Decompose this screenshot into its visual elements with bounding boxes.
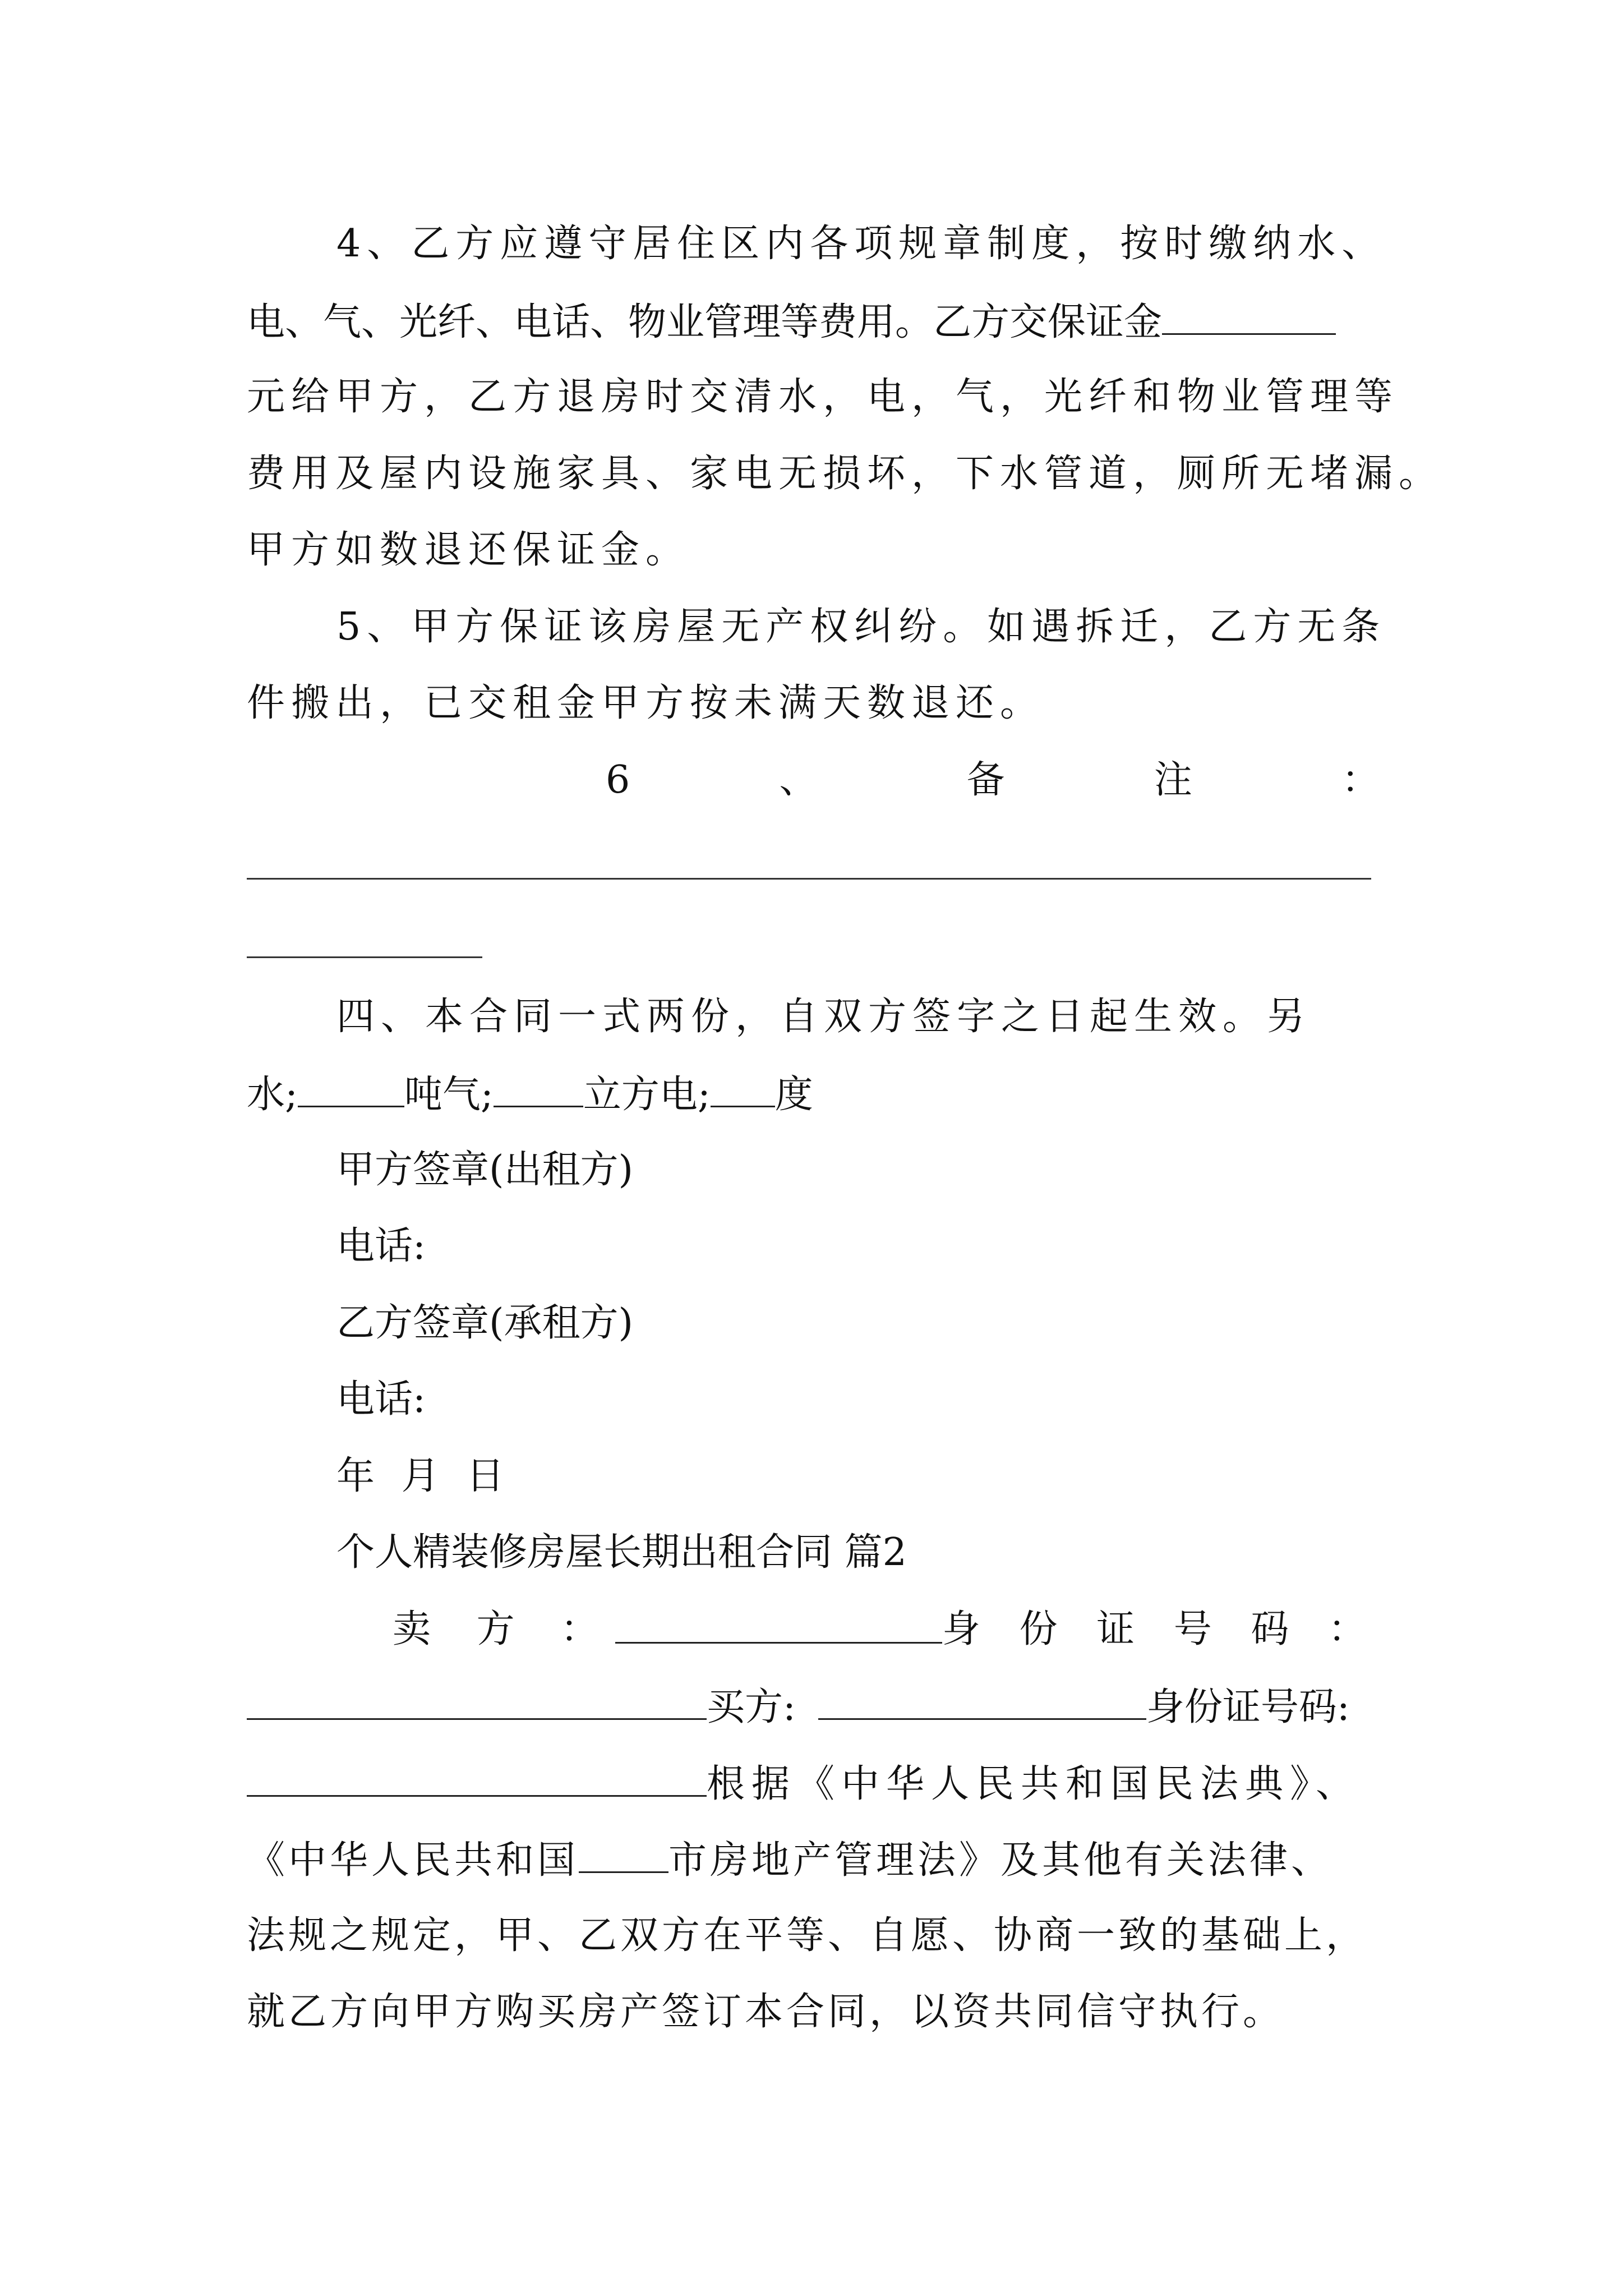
water-blank <box>298 1065 404 1107</box>
section4-line2 <box>247 1065 1391 1121</box>
sale-line3: 法规之规定，甲、乙双方在平等、自愿、协商一致的基础上， <box>247 1913 1368 1958</box>
law-name-part2: 市房地产管理法》及其他有关法律、 <box>668 1838 1333 1883</box>
legal-basis-text: 根据《中华人民共和国民法典》、 <box>707 1762 1361 1806</box>
clause6-char1: 备 <box>966 758 1005 802</box>
water-label: 水; <box>247 1073 298 1117</box>
remarks-blank-line1 <box>247 878 1371 880</box>
seller-name-blank <box>615 1602 942 1644</box>
seller-id-blank <box>247 1678 707 1720</box>
basis-line <box>247 1755 1391 1811</box>
sale-line4: 就乙方向甲方购买房产签订本合同，以资共同信守执行。 <box>247 1990 1285 2034</box>
buyer-label: 买方: <box>707 1685 796 1729</box>
buyer-id-blank <box>247 1755 707 1797</box>
deposit-blank <box>1162 293 1336 335</box>
clause6-heading <box>606 752 1380 808</box>
buyer-name-blank <box>818 1678 1146 1720</box>
elec-label: 立方电; <box>583 1073 711 1117</box>
clause4-line3: 元给甲方，乙方退房时交清水，电，气，光纤和物业管理等 <box>247 375 1399 419</box>
clause6-number: 6 <box>606 758 630 802</box>
clause6-char2: 注 <box>1154 758 1192 802</box>
elec-blank <box>711 1065 775 1107</box>
seller-id-label: 身 份 证 号 码 ： <box>942 1607 1380 1651</box>
buyer-line <box>247 1678 1391 1734</box>
contract-title-2: 个人精装修房屋长期出租合同 篇2 <box>336 1530 907 1575</box>
signature-date: 年 月 日 <box>336 1454 505 1498</box>
seller-label: 卖 方 ： <box>393 1607 616 1651</box>
clause5-line2: 件搬出，已交租金甲方按未满天数退还。 <box>247 681 1045 725</box>
city-blank <box>579 1831 668 1873</box>
clause5-line1: 5、甲方保证该房屋无产权纠纷。如遇拆迁，乙方无条 <box>336 605 1386 649</box>
party-a-phone: 电话: <box>336 1224 426 1268</box>
clause4-line4: 费用及屋内设施家具、家电无损坏，下水管道，厕所无堵漏。 <box>247 452 1444 496</box>
party-b-phone: 电话: <box>336 1377 426 1421</box>
party-a-signature: 甲方签章(出租方) <box>336 1148 634 1192</box>
remarks-blank-line2 <box>247 956 482 958</box>
gas-label: 吨气; <box>404 1073 494 1117</box>
law-name-part1: 《中华人民共和国 <box>247 1838 579 1883</box>
clause4-line1: 4、乙方应遵守居住区内各项规章制度，按时缴纳水、 <box>336 222 1386 266</box>
clause6-heading-row <box>606 752 1380 808</box>
law-line <box>247 1831 1391 1887</box>
party-b-signature: 乙方签章(承租方) <box>336 1301 634 1345</box>
clause6-colon: ： <box>1341 758 1380 802</box>
clause4-line5: 甲方如数退还保证金。 <box>247 528 690 572</box>
section4-line1: 四、本合同一式两份，自双方签字之日起生效。另 <box>336 995 1312 1039</box>
gas-blank <box>494 1065 583 1107</box>
clause4-line2 <box>247 293 1391 349</box>
seller-line <box>393 1602 1380 1658</box>
degree-label: 度 <box>774 1073 813 1117</box>
clause4-line2-text: 电、气、光纤、电话、物业管理等费用。乙方交保证金 <box>247 300 1163 344</box>
clause6-separator: 、 <box>779 758 818 802</box>
buyer-id-label: 身份证号码: <box>1146 1685 1350 1729</box>
seller-row <box>393 1602 1380 1658</box>
